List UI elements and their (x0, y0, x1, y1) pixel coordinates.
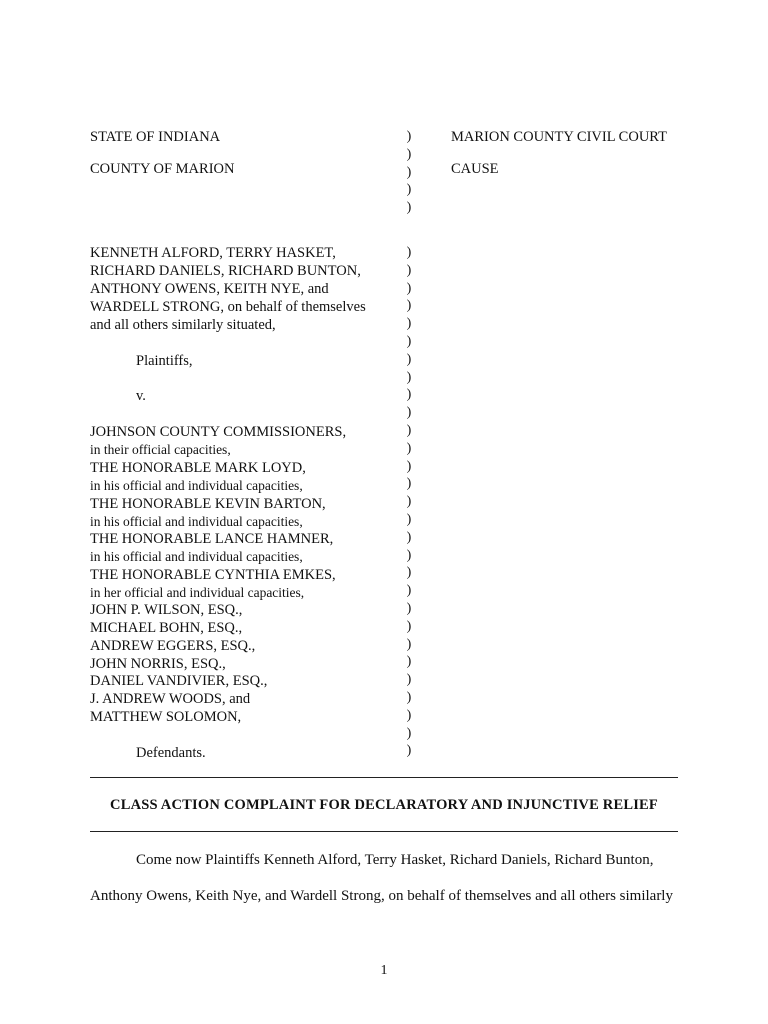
paren: ) (406, 600, 412, 616)
paren: ) (406, 200, 412, 216)
paren: ) (406, 725, 412, 741)
caption-line: JOHNSON COUNTY COMMISSIONERS, (90, 424, 347, 440)
body-line: Come now Plaintiffs Kenneth Alford, Terry Hasket, Richard Daniels, Richard Bunton, (136, 852, 654, 868)
caption-line: RICHARD DANIELS, RICHARD BUNTON, (90, 263, 361, 279)
paren: ) (406, 164, 412, 180)
caption-line: ANTHONY OWENS, KEITH NYE, and (90, 281, 329, 297)
caption-line: in his official and individual capacities, (90, 549, 303, 564)
header-paren-column (403, 128, 415, 217)
paren: ) (406, 689, 412, 705)
paren: ) (406, 494, 412, 510)
title-bottom-rule (90, 831, 678, 832)
caption-line: J. ANDREW WOODS, and (90, 691, 251, 707)
caption-line: KENNETH ALFORD, TERRY HASKET, (90, 245, 336, 261)
paren: ) (406, 351, 412, 367)
paren: ) (406, 316, 412, 332)
court-name: MARION COUNTY CIVIL COURT (451, 129, 667, 145)
paren: ) (406, 369, 412, 385)
state-heading: STATE OF INDIANA (90, 129, 221, 145)
document-title: CLASS ACTION COMPLAINT FOR DECLARATORY AND INJUNCTIVE RELIEF (110, 797, 658, 813)
paren: ) (406, 387, 412, 403)
county-heading: COUNTY OF MARION (90, 161, 235, 177)
defendants-role: Defendants. (136, 745, 206, 761)
caption-line: in their official capacities, (90, 442, 231, 457)
paren: ) (406, 458, 412, 474)
paren: ) (406, 636, 412, 652)
caption-line: in his official and individual capacities, (90, 514, 303, 529)
caption-line: JOHN NORRIS, ESQ., (90, 656, 226, 672)
caption-line: in her official and individual capacities, (90, 585, 305, 600)
caption-line: and all others similarly situated, (90, 317, 276, 333)
caption-paren-column (403, 244, 415, 760)
plaintiffs-role: Plaintiffs, (136, 353, 193, 369)
title-top-rule (90, 777, 678, 778)
caption-line: THE HONORABLE MARK LOYD, (90, 460, 306, 476)
paren: ) (406, 298, 412, 314)
paren: ) (406, 654, 412, 670)
body-line: Anthony Owens, Keith Nye, and Wardell Strong, on behalf of themselves and all others similarly (90, 888, 673, 904)
paren: ) (406, 672, 412, 688)
paren: ) (406, 476, 412, 492)
caption-line: THE HONORABLE KEVIN BARTON, (90, 496, 326, 512)
paren: ) (406, 280, 412, 296)
paren: ) (406, 547, 412, 563)
paren: ) (406, 245, 412, 260)
caption-line: DANIEL VANDIVIER, ESQ., (90, 673, 268, 689)
paren: ) (406, 405, 412, 421)
paren: ) (406, 511, 412, 527)
paren: ) (406, 262, 412, 278)
paren: ) (406, 583, 412, 599)
paren: ) (406, 440, 412, 456)
paren: ) (406, 565, 412, 581)
paren: ) (406, 182, 412, 198)
paren: ) (406, 618, 412, 634)
paren: ) (406, 422, 412, 438)
cause-label: CAUSE (451, 161, 499, 177)
paren: ) (406, 743, 412, 759)
paren: ) (406, 707, 412, 723)
caption-line: THE HONORABLE CYNTHIA EMKES, (90, 567, 336, 583)
paren: ) (406, 146, 412, 162)
paren: ) (406, 529, 412, 545)
caption-line: MICHAEL BOHN, ESQ., (90, 620, 243, 636)
page-number: 1 (380, 963, 388, 978)
caption-line: WARDELL STRONG, on behalf of themselves (90, 299, 366, 315)
caption-line: in his official and individual capacities, (90, 478, 303, 493)
caption-line: MATTHEW SOLOMON, (90, 709, 242, 725)
paren: ) (406, 333, 412, 349)
caption-line: ANDREW EGGERS, ESQ., (90, 638, 256, 654)
caption-line: THE HONORABLE LANCE HAMNER, (90, 531, 334, 547)
versus-label: v. (136, 388, 146, 404)
caption-line: JOHN P. WILSON, ESQ., (90, 602, 243, 618)
paren: ) (406, 129, 412, 144)
